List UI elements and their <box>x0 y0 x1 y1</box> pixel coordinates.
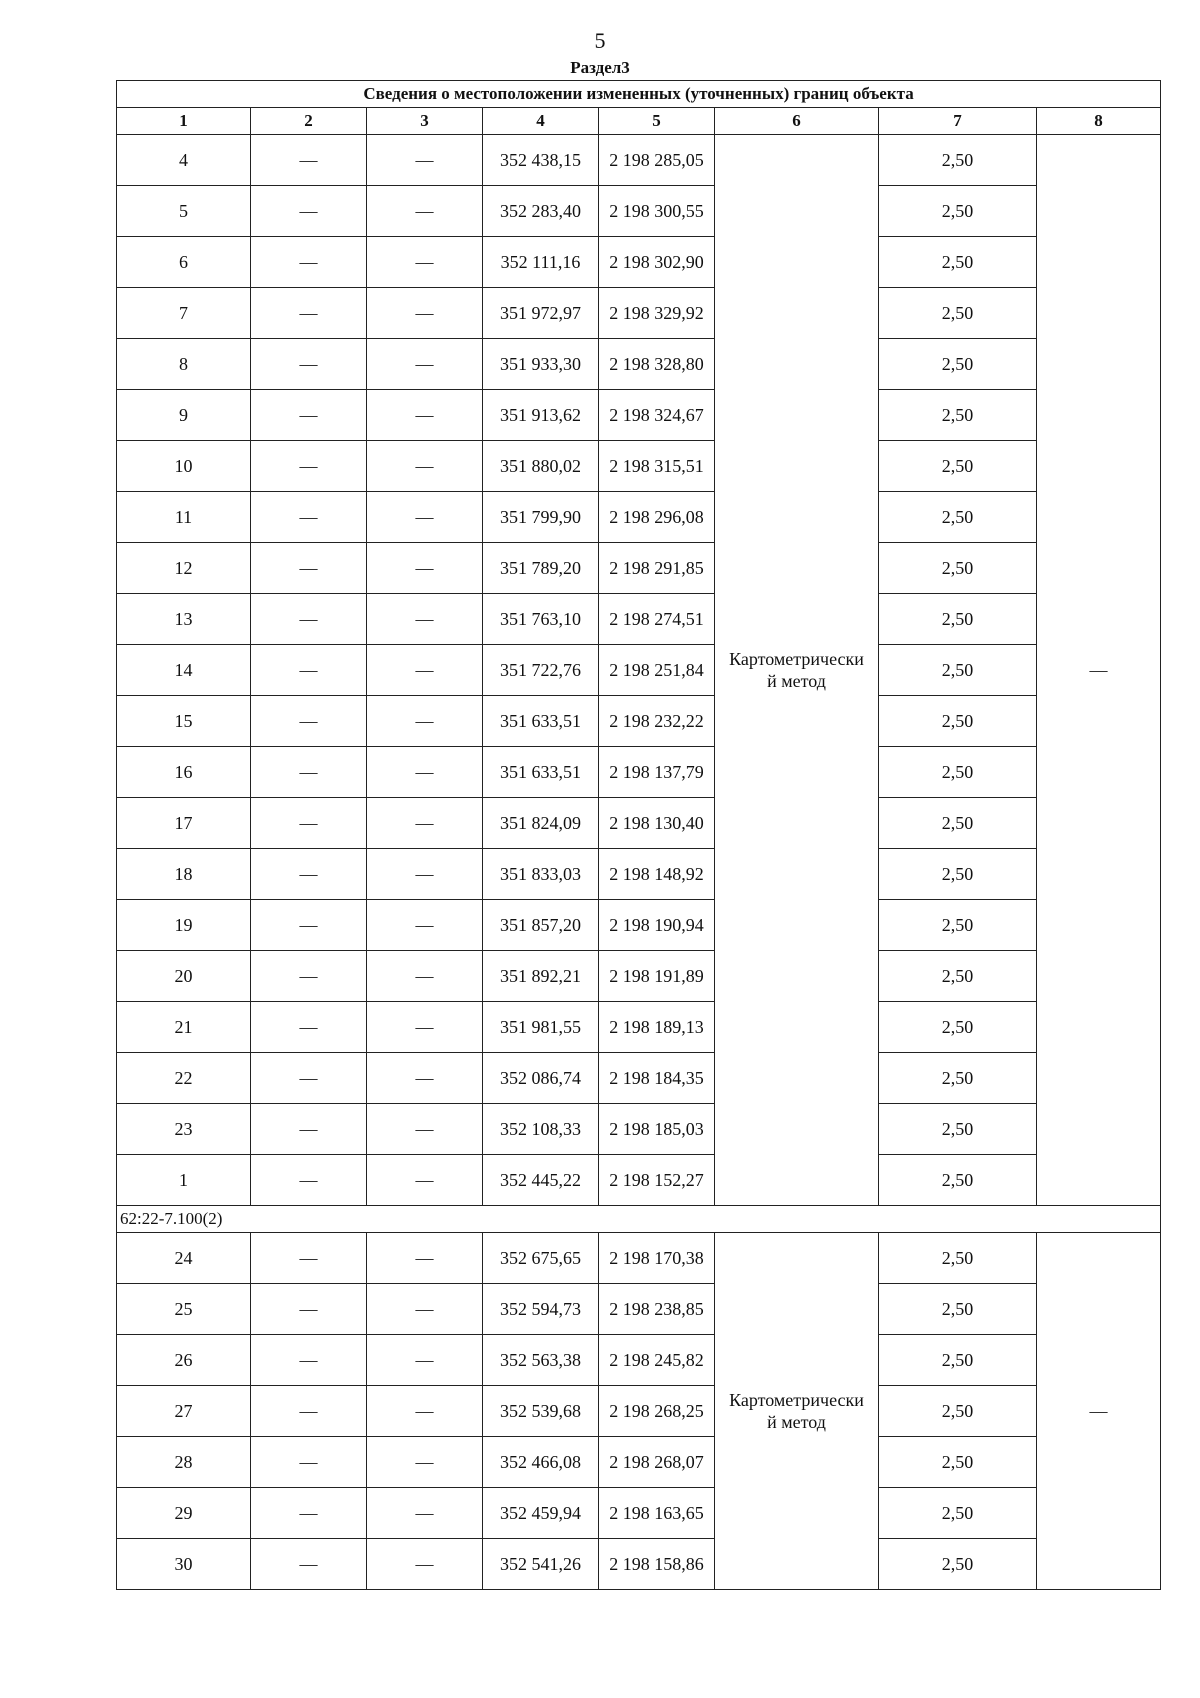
accuracy-cell: 2,50 <box>879 441 1037 492</box>
col3-cell: — <box>367 951 483 1002</box>
point-number-cell: 9 <box>117 390 251 441</box>
y-coordinate-cell: 2 198 245,82 <box>599 1335 715 1386</box>
x-coordinate-cell: 352 438,15 <box>483 135 599 186</box>
col3-cell: — <box>367 390 483 441</box>
col3-cell: — <box>367 1437 483 1488</box>
x-coordinate-cell: 352 466,08 <box>483 1437 599 1488</box>
point-number-cell: 16 <box>117 747 251 798</box>
table-row <box>117 237 1161 288</box>
table-row <box>117 645 1161 696</box>
table-row <box>117 339 1161 390</box>
method-cell <box>715 1233 879 1590</box>
y-coordinate-cell: 2 198 185,03 <box>599 1104 715 1155</box>
y-coordinate-cell: 2 198 328,80 <box>599 339 715 390</box>
col3-cell: — <box>367 1488 483 1539</box>
accuracy-cell: 2,50 <box>879 696 1037 747</box>
parcel-group-row <box>117 1206 1161 1233</box>
x-coordinate-cell: 351 880,02 <box>483 441 599 492</box>
x-coordinate-cell: 352 594,73 <box>483 1284 599 1335</box>
col3-cell: — <box>367 441 483 492</box>
accuracy-cell: 2,50 <box>879 1539 1037 1590</box>
table-row <box>117 1053 1161 1104</box>
table-row <box>117 951 1161 1002</box>
x-coordinate-cell: 352 283,40 <box>483 186 599 237</box>
y-coordinate-cell: 2 198 251,84 <box>599 645 715 696</box>
col2-cell: — <box>251 1284 367 1335</box>
y-coordinate-cell: 2 198 238,85 <box>599 1284 715 1335</box>
table-row <box>117 1488 1161 1539</box>
accuracy-cell: 2,50 <box>879 135 1037 186</box>
x-coordinate-cell: 352 445,22 <box>483 1155 599 1206</box>
point-number-cell: 14 <box>117 645 251 696</box>
point-number-cell: 30 <box>117 1539 251 1590</box>
x-coordinate-cell: 352 459,94 <box>483 1488 599 1539</box>
col2-cell: — <box>251 441 367 492</box>
col2-cell: — <box>251 1155 367 1206</box>
col2-cell: — <box>251 1104 367 1155</box>
method-line: й метод <box>767 1412 826 1432</box>
point-number-cell: 28 <box>117 1437 251 1488</box>
y-coordinate-cell: 2 198 285,05 <box>599 135 715 186</box>
y-coordinate-cell: 2 198 302,90 <box>599 237 715 288</box>
accuracy-cell: 2,50 <box>879 849 1037 900</box>
col3-cell: — <box>367 288 483 339</box>
col8-cell: — <box>1037 1233 1161 1590</box>
column-number: 2 <box>251 108 367 135</box>
col2-cell: — <box>251 951 367 1002</box>
y-coordinate-cell: 2 198 130,40 <box>599 798 715 849</box>
col3-cell: — <box>367 1386 483 1437</box>
y-coordinate-cell: 2 198 232,22 <box>599 696 715 747</box>
col2-cell: — <box>251 1053 367 1104</box>
accuracy-cell: 2,50 <box>879 900 1037 951</box>
col3-cell: — <box>367 594 483 645</box>
x-coordinate-cell: 352 563,38 <box>483 1335 599 1386</box>
x-coordinate-cell: 351 857,20 <box>483 900 599 951</box>
x-coordinate-cell: 351 789,20 <box>483 543 599 594</box>
page-number: 5 <box>594 28 606 53</box>
point-number-cell: 4 <box>117 135 251 186</box>
table-row <box>117 135 1161 186</box>
col2-cell: — <box>251 696 367 747</box>
point-number-cell: 18 <box>117 849 251 900</box>
x-coordinate-cell: 351 913,62 <box>483 390 599 441</box>
x-coordinate-cell: 351 633,51 <box>483 696 599 747</box>
table-row <box>117 1335 1161 1386</box>
table-row <box>117 1155 1161 1206</box>
point-number-cell: 7 <box>117 288 251 339</box>
col2-cell: — <box>251 849 367 900</box>
col3-cell: — <box>367 1539 483 1590</box>
accuracy-cell: 2,50 <box>879 747 1037 798</box>
point-number-cell: 10 <box>117 441 251 492</box>
table-row <box>117 492 1161 543</box>
col2-cell: — <box>251 492 367 543</box>
y-coordinate-cell: 2 198 329,92 <box>599 288 715 339</box>
col3-cell: — <box>367 543 483 594</box>
y-coordinate-cell: 2 198 158,86 <box>599 1539 715 1590</box>
table-row <box>117 390 1161 441</box>
col2-cell: — <box>251 1335 367 1386</box>
col2-cell: — <box>251 747 367 798</box>
x-coordinate-cell: 351 633,51 <box>483 747 599 798</box>
x-coordinate-cell: 352 086,74 <box>483 1053 599 1104</box>
accuracy-cell: 2,50 <box>879 1053 1037 1104</box>
col2-cell: — <box>251 390 367 441</box>
col3-cell: — <box>367 747 483 798</box>
column-number-row <box>117 108 1161 135</box>
table-row <box>117 594 1161 645</box>
x-coordinate-cell: 352 108,33 <box>483 1104 599 1155</box>
y-coordinate-cell: 2 198 189,13 <box>599 1002 715 1053</box>
column-number: 8 <box>1037 108 1161 135</box>
col2-cell: — <box>251 1386 367 1437</box>
accuracy-cell: 2,50 <box>879 1335 1037 1386</box>
x-coordinate-cell: 351 981,55 <box>483 1002 599 1053</box>
table-row <box>117 900 1161 951</box>
x-coordinate-cell: 351 824,09 <box>483 798 599 849</box>
col2-cell: — <box>251 1002 367 1053</box>
accuracy-cell: 2,50 <box>879 951 1037 1002</box>
accuracy-cell: 2,50 <box>879 594 1037 645</box>
accuracy-cell: 2,50 <box>879 390 1037 441</box>
col8-cell: — <box>1037 135 1161 1206</box>
x-coordinate-cell: 351 763,10 <box>483 594 599 645</box>
x-coordinate-cell: 351 799,90 <box>483 492 599 543</box>
col3-cell: — <box>367 849 483 900</box>
accuracy-cell: 2,50 <box>879 798 1037 849</box>
col2-cell: — <box>251 135 367 186</box>
accuracy-cell: 2,50 <box>879 1233 1037 1284</box>
column-number: 7 <box>879 108 1037 135</box>
col3-cell: — <box>367 1233 483 1284</box>
table-row <box>117 1104 1161 1155</box>
col2-cell: — <box>251 543 367 594</box>
column-number: 6 <box>715 108 879 135</box>
method-line: Картометрически <box>729 1390 864 1410</box>
point-number-cell: 15 <box>117 696 251 747</box>
col3-cell: — <box>367 1002 483 1053</box>
table-row <box>117 1386 1161 1437</box>
x-coordinate-cell: 352 111,16 <box>483 237 599 288</box>
y-coordinate-cell: 2 198 291,85 <box>599 543 715 594</box>
col3-cell: — <box>367 1284 483 1335</box>
col3-cell: — <box>367 645 483 696</box>
col3-cell: — <box>367 696 483 747</box>
table-caption: Сведения о местоположении измененных (уточненных) границ объекта <box>117 81 1161 108</box>
y-coordinate-cell: 2 198 163,65 <box>599 1488 715 1539</box>
point-number-cell: 11 <box>117 492 251 543</box>
table-row <box>117 849 1161 900</box>
col2-cell: — <box>251 798 367 849</box>
col2-cell: — <box>251 186 367 237</box>
accuracy-cell: 2,50 <box>879 1002 1037 1053</box>
accuracy-cell: 2,50 <box>879 543 1037 594</box>
column-number: 1 <box>117 108 251 135</box>
col2-cell: — <box>251 645 367 696</box>
col2-cell: — <box>251 339 367 390</box>
accuracy-cell: 2,50 <box>879 1386 1037 1437</box>
col3-cell: — <box>367 1104 483 1155</box>
point-number-cell: 20 <box>117 951 251 1002</box>
point-number-cell: 19 <box>117 900 251 951</box>
accuracy-cell: 2,50 <box>879 1437 1037 1488</box>
col3-cell: — <box>367 339 483 390</box>
point-number-cell: 17 <box>117 798 251 849</box>
col3-cell: — <box>367 798 483 849</box>
col3-cell: — <box>367 492 483 543</box>
section-title: Раздел3 <box>570 58 630 77</box>
accuracy-cell: 2,50 <box>879 1284 1037 1335</box>
point-number-cell: 21 <box>117 1002 251 1053</box>
accuracy-cell: 2,50 <box>879 237 1037 288</box>
col2-cell: — <box>251 1539 367 1590</box>
table-row <box>117 1437 1161 1488</box>
point-number-cell: 24 <box>117 1233 251 1284</box>
y-coordinate-cell: 2 198 191,89 <box>599 951 715 1002</box>
table-row <box>117 1284 1161 1335</box>
y-coordinate-cell: 2 198 300,55 <box>599 186 715 237</box>
table-row <box>117 696 1161 747</box>
y-coordinate-cell: 2 198 137,79 <box>599 747 715 798</box>
point-number-cell: 23 <box>117 1104 251 1155</box>
table-row <box>117 1233 1161 1284</box>
accuracy-cell: 2,50 <box>879 492 1037 543</box>
table-row <box>117 798 1161 849</box>
col3-cell: — <box>367 1335 483 1386</box>
accuracy-cell: 2,50 <box>879 288 1037 339</box>
x-coordinate-cell: 351 933,30 <box>483 339 599 390</box>
col3-cell: — <box>367 135 483 186</box>
col2-cell: — <box>251 900 367 951</box>
accuracy-cell: 2,50 <box>879 186 1037 237</box>
table-row <box>117 543 1161 594</box>
x-coordinate-cell: 351 892,21 <box>483 951 599 1002</box>
table-row <box>117 1539 1161 1590</box>
col3-cell: — <box>367 900 483 951</box>
point-number-cell: 25 <box>117 1284 251 1335</box>
point-number-cell: 26 <box>117 1335 251 1386</box>
y-coordinate-cell: 2 198 268,25 <box>599 1386 715 1437</box>
point-number-cell: 1 <box>117 1155 251 1206</box>
accuracy-cell: 2,50 <box>879 339 1037 390</box>
column-number: 4 <box>483 108 599 135</box>
col2-cell: — <box>251 594 367 645</box>
point-number-cell: 8 <box>117 339 251 390</box>
y-coordinate-cell: 2 198 148,92 <box>599 849 715 900</box>
table-row <box>117 288 1161 339</box>
x-coordinate-cell: 351 722,76 <box>483 645 599 696</box>
table-row <box>117 747 1161 798</box>
point-number-cell: 13 <box>117 594 251 645</box>
point-number-cell: 29 <box>117 1488 251 1539</box>
col3-cell: — <box>367 237 483 288</box>
x-coordinate-cell: 351 972,97 <box>483 288 599 339</box>
col3-cell: — <box>367 1155 483 1206</box>
table-row <box>117 1002 1161 1053</box>
point-number-cell: 6 <box>117 237 251 288</box>
column-number: 3 <box>367 108 483 135</box>
point-number-cell: 22 <box>117 1053 251 1104</box>
y-coordinate-cell: 2 198 315,51 <box>599 441 715 492</box>
col2-cell: — <box>251 1233 367 1284</box>
y-coordinate-cell: 2 198 184,35 <box>599 1053 715 1104</box>
method-line: Картометрически <box>729 649 864 669</box>
point-number-cell: 12 <box>117 543 251 594</box>
y-coordinate-cell: 2 198 324,67 <box>599 390 715 441</box>
point-number-cell: 5 <box>117 186 251 237</box>
method-line: й метод <box>767 671 826 691</box>
col2-cell: — <box>251 1437 367 1488</box>
table-row <box>117 441 1161 492</box>
x-coordinate-cell: 352 675,65 <box>483 1233 599 1284</box>
y-coordinate-cell: 2 198 296,08 <box>599 492 715 543</box>
y-coordinate-cell: 2 198 274,51 <box>599 594 715 645</box>
accuracy-cell: 2,50 <box>879 645 1037 696</box>
table-row <box>117 186 1161 237</box>
parcel-number-label: 62:22-7.100(2) <box>117 1206 1161 1233</box>
accuracy-cell: 2,50 <box>879 1104 1037 1155</box>
x-coordinate-cell: 352 539,68 <box>483 1386 599 1437</box>
y-coordinate-cell: 2 198 170,38 <box>599 1233 715 1284</box>
y-coordinate-cell: 2 198 152,27 <box>599 1155 715 1206</box>
method-cell <box>715 135 879 1206</box>
y-coordinate-cell: 2 198 190,94 <box>599 900 715 951</box>
x-coordinate-cell: 352 541,26 <box>483 1539 599 1590</box>
x-coordinate-cell: 351 833,03 <box>483 849 599 900</box>
col2-cell: — <box>251 237 367 288</box>
point-number-cell: 27 <box>117 1386 251 1437</box>
col2-cell: — <box>251 1488 367 1539</box>
accuracy-cell: 2,50 <box>879 1488 1037 1539</box>
y-coordinate-cell: 2 198 268,07 <box>599 1437 715 1488</box>
col2-cell: — <box>251 288 367 339</box>
accuracy-cell: 2,50 <box>879 1155 1037 1206</box>
coordinates-table <box>116 80 1161 1590</box>
column-number: 5 <box>599 108 715 135</box>
col3-cell: — <box>367 186 483 237</box>
col3-cell: — <box>367 1053 483 1104</box>
